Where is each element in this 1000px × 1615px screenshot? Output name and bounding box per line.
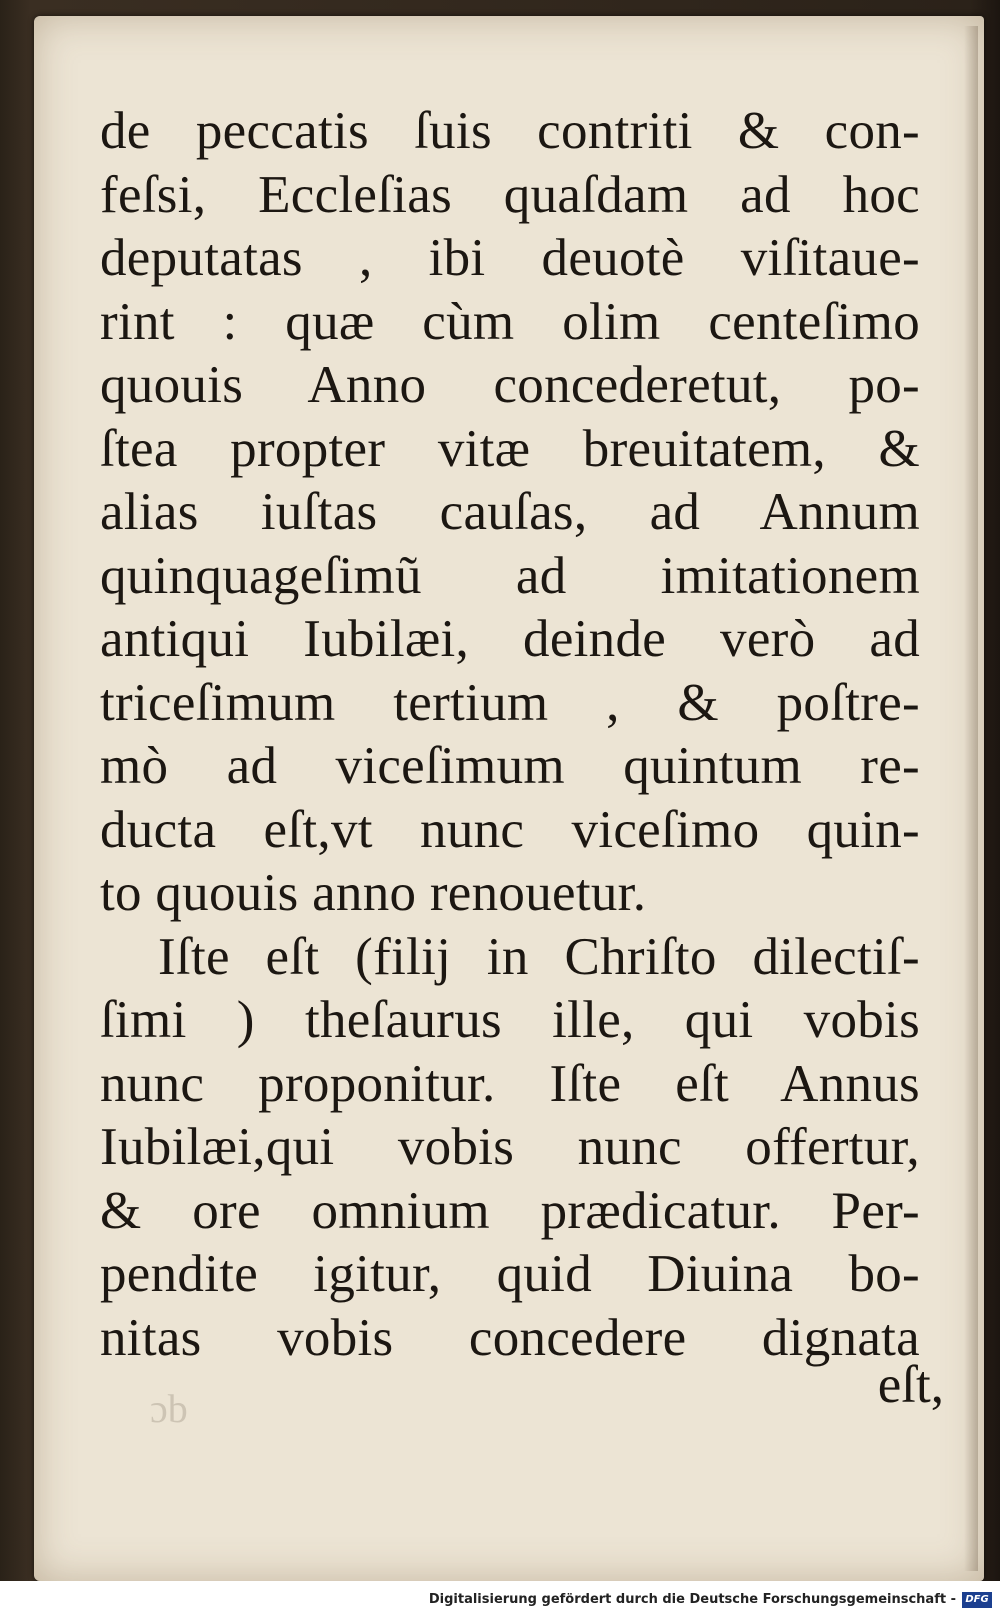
- page-text: [100, 100, 920, 1370]
- text-line: deputatas , ibi deuotè viſitaue-: [100, 229, 920, 287]
- bleed-through-mark: ɔb: [150, 1386, 188, 1431]
- text-line: antiqui Iubilæi, deinde verò ad: [100, 610, 920, 668]
- dfg-logo-icon: DFG: [962, 1592, 992, 1608]
- text-line: Iubilæi,qui vobis nunc offertur,: [100, 1118, 920, 1176]
- page-edge-shadow: [964, 26, 978, 1571]
- text-line: nitas vobis concedere dignata: [100, 1308, 920, 1367]
- text-line-paragraph-end: to quouis anno renouetur.: [100, 864, 647, 922]
- text-line: ſimi ) theſaurus ille, qui vobis: [100, 991, 920, 1049]
- text-line: de peccatis ſuis contriti & con-: [100, 102, 920, 160]
- funding-credit: Digitalisierung gefördert durch die Deutsche Forschungsgemeinschaft -: [428, 1592, 956, 1607]
- text-line: triceſimum tertium , & poſtre-: [100, 673, 920, 732]
- text-line: ducta eſt,vt nunc viceſimo quin-: [100, 800, 920, 859]
- text-line: alias iuſtas cauſas, ad Annum: [100, 483, 920, 541]
- text-line: quinquageſimũ ad imitationem: [100, 546, 920, 605]
- text-line: feſsi, Eccleſias quaſdam ad hoc: [100, 165, 920, 224]
- text-line: mò ad viceſimum quintum re-: [100, 737, 920, 795]
- text-line: nunc proponitur. Iſte eſt Annus: [100, 1054, 920, 1113]
- catchword: eſt,: [877, 1356, 944, 1414]
- text-line-paragraph-start: Iſte eſt (filij in Chriſto dilectiſ-: [158, 927, 920, 986]
- text-line: quouis Anno concederetut, po-: [100, 356, 920, 414]
- text-line: pendite igitur, quid Diuina bo-: [100, 1245, 920, 1303]
- text-line: & ore omnium prædicatur. Per-: [100, 1181, 920, 1240]
- text-line: rint : quæ cùm olim centeſimo: [100, 292, 920, 351]
- footer-bar: [0, 1581, 1000, 1615]
- text-line: ſtea propter vitæ breuitatem, &: [100, 419, 920, 478]
